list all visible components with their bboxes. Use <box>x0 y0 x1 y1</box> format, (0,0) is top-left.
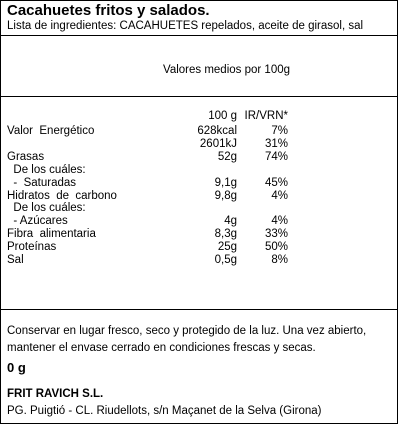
nutrient-value: 9,1g <box>214 176 237 189</box>
net-weight: 0 g <box>7 360 26 375</box>
nutrient-name: Grasas <box>7 150 45 163</box>
table-row <box>1 241 397 255</box>
table-row <box>1 164 397 178</box>
nutrition-header: Valores medios por 100g <box>163 64 290 76</box>
conservation-text: Conservar en lugar fresco, seco y protegido de la luz. Una vez abierto, mantener el envase cerrado en condiciones frescas y secas. <box>7 325 367 354</box>
nutrient-name: De los cuáles: <box>7 163 86 176</box>
nutrient-value: 52g <box>217 150 237 163</box>
nutrient-value: 628kcal <box>197 125 237 137</box>
nutrient-percent: 31% <box>264 137 288 150</box>
nutrient-percent: 8% <box>271 254 288 266</box>
company-name: FRIT RAVICH S.L. <box>7 388 104 400</box>
divider-bottom <box>1 309 397 310</box>
nutrient-percent: 74% <box>264 150 288 163</box>
nutrient-value: 2601kJ <box>199 137 237 150</box>
nutrient-name: Fibra alimentaria <box>7 228 96 241</box>
table-row <box>1 151 397 165</box>
nutrient-name: Proteínas <box>7 241 57 254</box>
table-row <box>1 177 397 191</box>
nutrient-value: 0,5g <box>214 254 237 266</box>
divider-top <box>1 35 397 36</box>
nutrient-value: 8,3g <box>214 228 237 241</box>
nutrient-name: - Saturadas <box>7 176 77 189</box>
table-row <box>1 228 397 242</box>
table-row <box>1 125 397 139</box>
column-header-per100: 100 g <box>208 110 237 122</box>
nutrient-percent: 4% <box>271 215 288 228</box>
table-row <box>1 215 397 229</box>
table-row <box>1 190 397 204</box>
nutrient-name: Sal <box>7 254 24 266</box>
divider-middle <box>1 96 397 97</box>
nutrient-name: Hidratos de carbono <box>7 189 117 202</box>
table-row <box>1 138 397 152</box>
nutrition-column-headers <box>1 110 397 124</box>
nutrient-percent: 45% <box>264 176 288 189</box>
ingredients-list: Lista de ingredientes: CACAHUETES repelados, aceite de girasol, sal <box>7 20 364 32</box>
table-row <box>1 202 397 216</box>
table-row <box>1 254 397 268</box>
nutrient-percent: 4% <box>271 189 288 202</box>
nutrient-value: 25g <box>217 241 237 254</box>
nutrient-percent: 33% <box>264 228 288 241</box>
nutrient-name: Valor Energético <box>7 125 95 137</box>
nutrient-value: 9,8g <box>214 189 237 202</box>
column-header-rvn: IR/VRN* <box>244 110 288 122</box>
product-title: Cacahuetes fritos y salados. <box>7 2 210 19</box>
nutrient-percent: 7% <box>271 125 288 137</box>
company-address: PG. Puigtió - CL. Riudellots, s/n Maçanet de la Selva (Girona) <box>7 405 322 417</box>
nutrient-percent: 50% <box>264 241 288 254</box>
nutrient-name: - Azúcares <box>7 215 68 228</box>
nutrient-value: 4g <box>224 215 237 228</box>
nutrient-name: De los cuáles: <box>7 202 86 215</box>
